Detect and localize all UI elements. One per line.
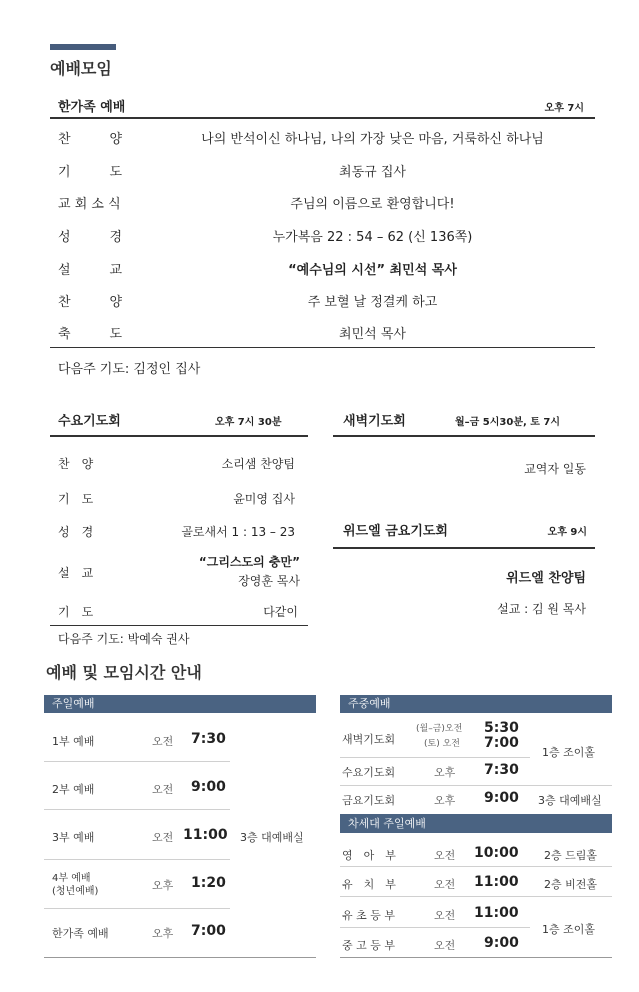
friday-title: 위드엘 금요기도회 [343,524,448,539]
divider [50,347,595,348]
fri-place: 3층 대예배실 [538,794,602,807]
next-prayer: 다음주 기도: 박예숙 권사 [58,632,190,646]
divider [340,757,530,758]
service-name: 2부 예배 [52,783,95,796]
nextgen-header: 차세대 주일예배 [340,814,612,833]
row-value: 주 보혈 날 정결케 하고 [307,295,438,310]
divider [44,908,230,909]
divider [333,435,595,437]
row-label: 설 교 [58,263,123,278]
service-ampm: 오후 [152,927,174,940]
friday-sermon: 설교 : 김 원 목사 [497,602,586,616]
service-ampm: 오후 [434,794,456,807]
service-time: 11:00 [183,827,228,843]
section-title-schedule: 예배 및 모임시간 안내 [46,663,202,682]
row-value: 윤미영 집사 [233,492,295,506]
row-value: 소리샘 찬양팀 [221,457,295,471]
divider [44,809,230,810]
divider [340,927,530,928]
sunday-header: 주일예배 [44,695,316,713]
row-label: 축 도 [58,327,123,342]
divider [44,859,230,860]
dept-name: 유 치 부 [342,878,396,891]
divider [340,896,612,897]
service-name: 수요기도회 [342,766,396,779]
wednesday-title: 수요기도회 [58,414,121,429]
service-name: 3부 예배 [52,831,95,844]
service-time: 11:00 [474,905,519,921]
row-label: 찬 양 [58,132,123,147]
service-name-sub: (청년예배) [52,886,99,897]
dawn-time: 월–금 5시30분, 토 7시 [455,417,561,428]
row-label: 기 도 [58,492,94,506]
friday-time: 오후 9시 [547,527,587,538]
dept-place: 2층 드림홀 [544,849,597,862]
weekday-header: 주중예배 [340,695,612,713]
service-time: 7:00 [484,735,519,751]
service-time: 9:00 [484,935,519,951]
row-value: 누가복음 22 : 54 – 62 (신 136쪽) [272,230,473,245]
row-value: 장영훈 목사 [238,574,300,588]
row-value: 다같이 [263,605,298,619]
dawn-place: 1층 조이홀 [542,746,595,759]
dept-name: 중 고 등 부 [342,939,395,952]
service-time: 11:00 [474,874,519,890]
row-value: 주님의 이름으로 환영합니다! [290,197,455,212]
service-time: 9:00 [191,779,226,795]
divider [340,785,612,786]
row-label: 설 교 [58,566,94,580]
row-value: “예수님의 시선” 최민석 목사 [288,263,457,278]
row-value-title: “그리스도의 충만” [198,555,300,569]
service-time: 7:30 [191,731,226,747]
service-ampm: (월–금)오전 [416,724,463,734]
service-name: 한가족 예배 [52,927,109,940]
service-ampm: 오전 [152,735,174,748]
service-ampm: 오전 [152,831,174,844]
dept-place: 2층 비전홀 [544,878,597,891]
service-time: 10:00 [474,845,519,861]
row-label: 성 경 [58,525,94,539]
service-time: 7:00 [191,923,226,939]
service-ampm: 오전 [434,849,456,862]
wednesday-time: 오후 7시 30분 [215,417,282,428]
dept-name: 유 초 등 부 [342,909,395,922]
hangajok-title: 한가족 예배 [58,100,126,115]
sunday-place: 3층 대예배실 [240,831,304,844]
friday-team: 위드엘 찬양팀 [506,571,586,586]
hangajok-time: 오후 7시 [544,103,584,114]
divider [50,435,308,437]
service-name: 1부 예배 [52,735,95,748]
dawn-title: 새벽기도회 [343,414,406,429]
service-name: 금요기도회 [342,794,396,807]
row-value: 나의 반석이신 하나님, 나의 가장 낮은 마음, 거룩하신 하나님 [201,132,544,147]
row-value: 최동규 집사 [339,165,406,180]
row-label: 기 도 [58,165,123,180]
dept-name: 영 아 부 [342,849,396,862]
divider [340,866,612,867]
service-ampm: 오전 [434,878,456,891]
row-label: 찬 양 [58,295,123,310]
divider [44,761,230,762]
service-ampm: 오후 [152,879,174,892]
title-accent-bar [50,44,116,50]
service-time: 7:30 [484,762,519,778]
joint-place: 1층 조이홀 [542,923,595,936]
service-name: 새벽기도회 [342,733,396,746]
dawn-value: 교역자 일동 [524,462,586,476]
next-prayer: 다음주 기도: 김정인 집사 [58,362,201,377]
row-label: 교 회 소 식 [58,197,121,212]
row-value: 최민석 목사 [339,327,406,342]
service-time: 9:00 [484,790,519,806]
service-ampm: 오전 [434,909,456,922]
service-ampm: 오후 [434,766,456,779]
service-name: 4부 예배 [52,873,91,884]
service-ampm: 오전 [434,939,456,952]
divider [333,547,595,549]
row-value: 골로새서 1 : 13 – 23 [181,525,295,539]
divider [50,117,595,119]
service-ampm: (토) 오전 [424,739,460,749]
divider [44,957,316,958]
row-label: 찬 양 [58,457,94,471]
row-label: 성 경 [58,230,123,245]
section-title-worship: 예배모임 [50,59,112,78]
divider [50,625,308,626]
row-label: 기 도 [58,605,94,619]
service-time: 1:20 [191,875,226,891]
service-ampm: 오전 [152,783,174,796]
divider [340,957,612,958]
service-time: 5:30 [484,720,519,736]
